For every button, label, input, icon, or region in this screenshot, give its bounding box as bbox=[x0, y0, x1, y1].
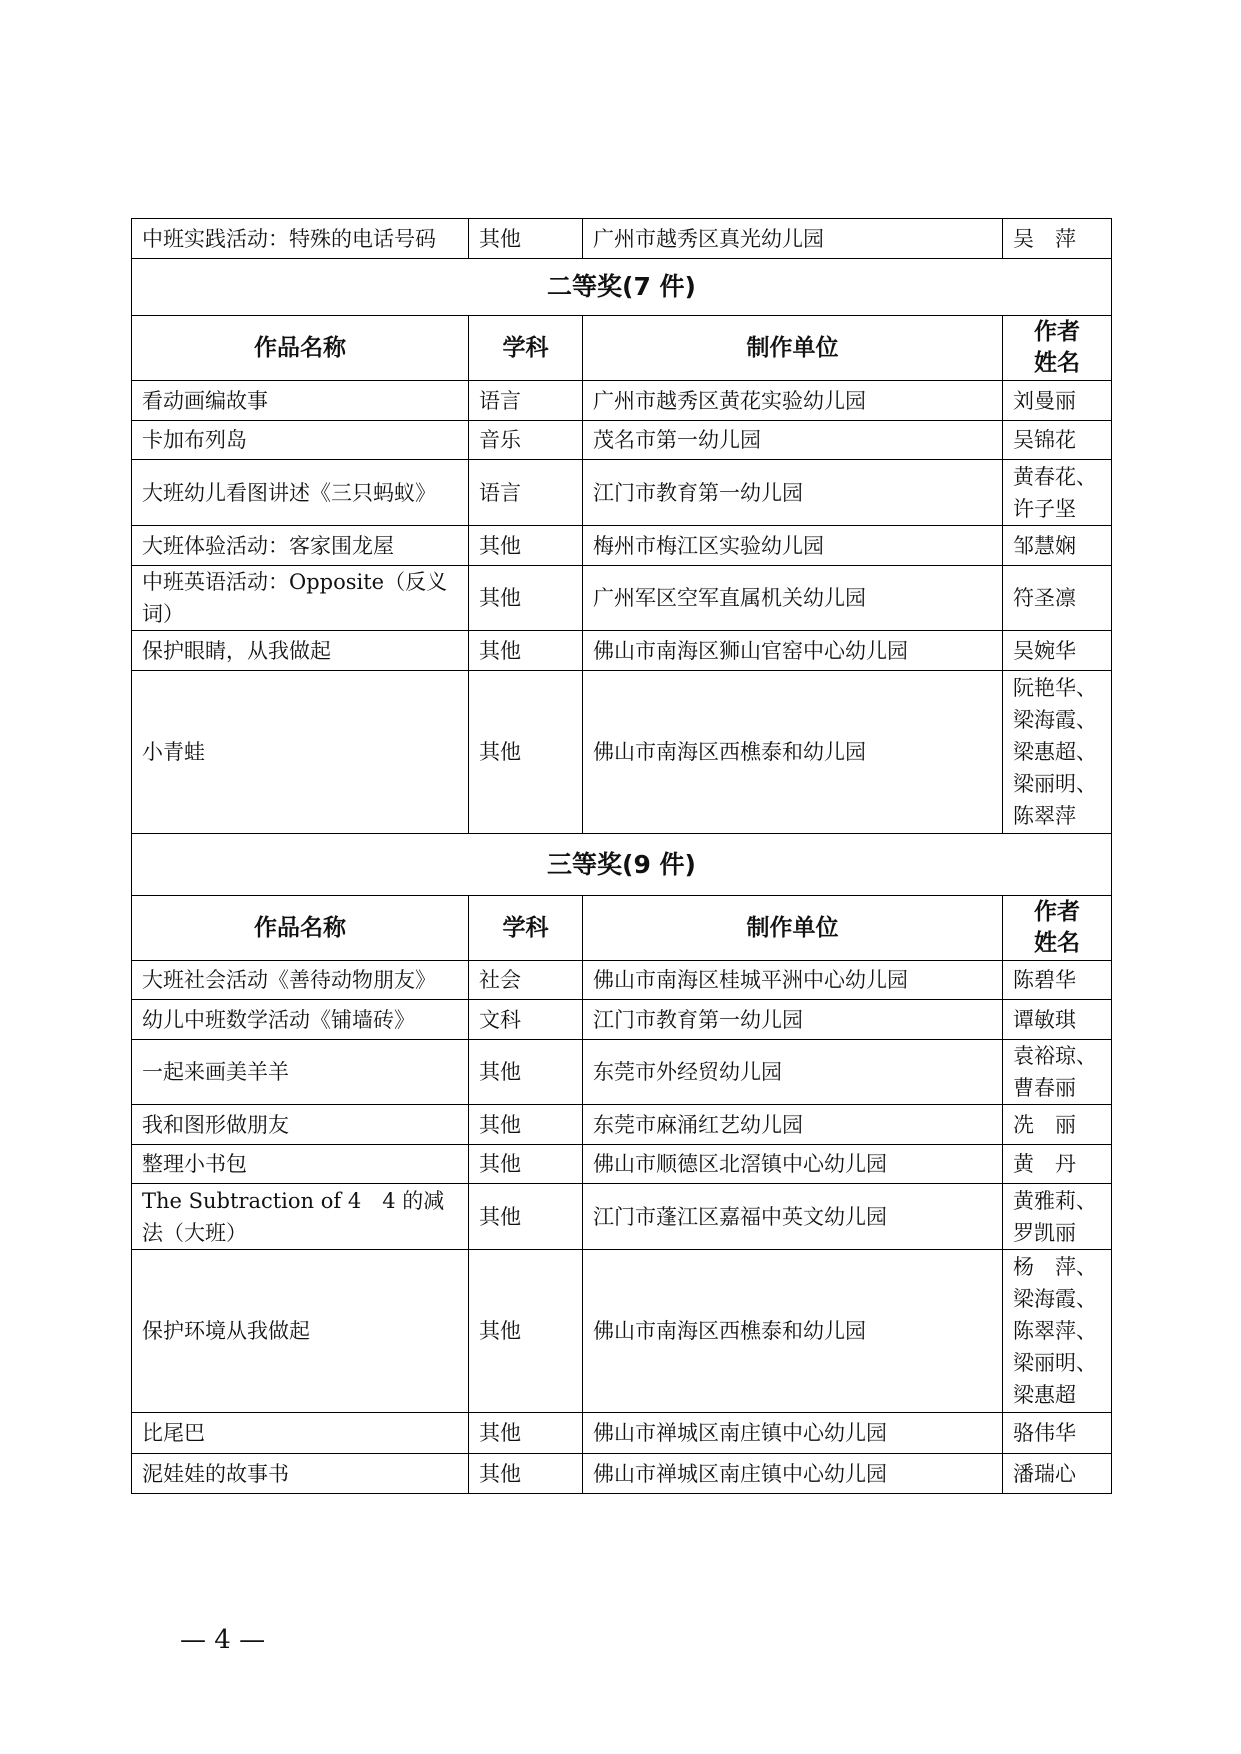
work-name-cell: 看动画编故事 bbox=[132, 381, 469, 421]
unit-cell: 佛山市禅城区南庄镇中心幼儿园 bbox=[583, 1413, 1003, 1454]
header-author bbox=[1003, 316, 1112, 381]
awards-table-body bbox=[132, 219, 1112, 1494]
unit-cell: 东莞市麻涌红艺幼儿园 bbox=[583, 1105, 1003, 1145]
author-cell: 吴 萍 bbox=[1003, 219, 1112, 259]
unit-cell: 广州军区空军直属机关幼儿园 bbox=[583, 566, 1003, 631]
author-cell: 符圣凛 bbox=[1003, 566, 1112, 631]
work-name-cell: 保护眼睛，从我做起 bbox=[132, 631, 469, 671]
table-row bbox=[132, 1184, 1112, 1250]
author-cell: 吴婉华 bbox=[1003, 631, 1112, 671]
work-name-cell: 保护环境从我做起 bbox=[132, 1250, 469, 1413]
work-name-cell: 大班幼儿看图讲述《三只蚂蚁》 bbox=[132, 460, 469, 526]
author-cell: 阮艳华、梁海霞、梁惠超、梁丽明、陈翠萍 bbox=[1003, 671, 1112, 834]
header-unit: 制作单位 bbox=[583, 896, 1003, 961]
table-row bbox=[132, 381, 1112, 421]
unit-cell: 东莞市外经贸幼儿园 bbox=[583, 1040, 1003, 1105]
unit-cell: 佛山市南海区西樵泰和幼儿园 bbox=[583, 1250, 1003, 1413]
table-row bbox=[132, 1040, 1112, 1105]
table-row bbox=[132, 421, 1112, 460]
author-cell: 黄雅莉、罗凯丽 bbox=[1003, 1184, 1112, 1250]
subject-cell: 社会 bbox=[469, 961, 583, 1000]
unit-cell: 梅州市梅江区实验幼儿园 bbox=[583, 526, 1003, 566]
author-cell: 黄春花、许子坚 bbox=[1003, 460, 1112, 526]
subject-cell: 其他 bbox=[469, 1250, 583, 1413]
table-row bbox=[132, 219, 1112, 259]
table-row bbox=[132, 1105, 1112, 1145]
subject-cell: 其他 bbox=[469, 1145, 583, 1184]
section-title: 三等奖(9 件) bbox=[132, 834, 1112, 896]
table-row bbox=[132, 1454, 1112, 1494]
work-name-cell: The Subtraction of 4 4 的减法（大班） bbox=[132, 1184, 469, 1250]
work-name-cell: 幼儿中班数学活动《铺墙砖》 bbox=[132, 1000, 469, 1040]
subject-cell: 其他 bbox=[469, 526, 583, 566]
author-cell: 杨 萍、梁海霞、陈翠萍、梁丽明、梁惠超 bbox=[1003, 1250, 1112, 1413]
unit-cell: 佛山市南海区桂城平洲中心幼儿园 bbox=[583, 961, 1003, 1000]
header-subject: 学科 bbox=[469, 316, 583, 381]
subject-cell: 其他 bbox=[469, 1454, 583, 1494]
header-author-text: 作者姓名 bbox=[1034, 319, 1080, 376]
work-name-cell: 小青蛙 bbox=[132, 671, 469, 834]
work-name-cell: 比尾巴 bbox=[132, 1413, 469, 1454]
header-work-name: 作品名称 bbox=[132, 896, 469, 961]
author-cell: 谭敏琪 bbox=[1003, 1000, 1112, 1040]
unit-cell: 广州市越秀区黄花实验幼儿园 bbox=[583, 381, 1003, 421]
table-row bbox=[132, 1250, 1112, 1413]
work-name-cell: 大班社会活动《善待动物朋友》 bbox=[132, 961, 469, 1000]
work-name-cell: 中班英语活动：Opposite（反义词） bbox=[132, 566, 469, 631]
unit-cell: 广州市越秀区真光幼儿园 bbox=[583, 219, 1003, 259]
table-row bbox=[132, 631, 1112, 671]
page-number: — 4 — bbox=[180, 1625, 266, 1655]
author-cell: 吴锦花 bbox=[1003, 421, 1112, 460]
subject-cell: 其他 bbox=[469, 1105, 583, 1145]
subject-cell: 其他 bbox=[469, 566, 583, 631]
subject-cell: 其他 bbox=[469, 671, 583, 834]
table-row bbox=[132, 526, 1112, 566]
header-unit: 制作单位 bbox=[583, 316, 1003, 381]
section-title: 二等奖(7 件) bbox=[132, 259, 1112, 316]
work-name-cell: 中班实践活动：特殊的电话号码 bbox=[132, 219, 469, 259]
subject-cell: 其他 bbox=[469, 1413, 583, 1454]
author-cell: 骆伟华 bbox=[1003, 1413, 1112, 1454]
work-name-cell: 大班体验活动：客家围龙屋 bbox=[132, 526, 469, 566]
header-author bbox=[1003, 896, 1112, 961]
table-row bbox=[132, 566, 1112, 631]
work-name-cell: 一起来画美羊羊 bbox=[132, 1040, 469, 1105]
table-row bbox=[132, 1000, 1112, 1040]
awards-table bbox=[131, 218, 1112, 1494]
author-cell: 冼 丽 bbox=[1003, 1105, 1112, 1145]
header-row bbox=[132, 896, 1112, 961]
table-row bbox=[132, 1413, 1112, 1454]
unit-cell: 佛山市南海区西樵泰和幼儿园 bbox=[583, 671, 1003, 834]
unit-cell: 佛山市南海区狮山官窑中心幼儿园 bbox=[583, 631, 1003, 671]
section-title-row bbox=[132, 259, 1112, 316]
unit-cell: 江门市教育第一幼儿园 bbox=[583, 460, 1003, 526]
subject-cell: 其他 bbox=[469, 219, 583, 259]
table-row bbox=[132, 671, 1112, 834]
unit-cell: 佛山市顺德区北滘镇中心幼儿园 bbox=[583, 1145, 1003, 1184]
section-title-row bbox=[132, 834, 1112, 896]
subject-cell: 语言 bbox=[469, 381, 583, 421]
header-subject: 学科 bbox=[469, 896, 583, 961]
header-work-name: 作品名称 bbox=[132, 316, 469, 381]
work-name-cell: 泥娃娃的故事书 bbox=[132, 1454, 469, 1494]
table-row bbox=[132, 1145, 1112, 1184]
author-cell: 黄 丹 bbox=[1003, 1145, 1112, 1184]
subject-cell: 音乐 bbox=[469, 421, 583, 460]
author-cell: 陈碧华 bbox=[1003, 961, 1112, 1000]
unit-cell: 江门市蓬江区嘉福中英文幼儿园 bbox=[583, 1184, 1003, 1250]
work-name-cell: 我和图形做朋友 bbox=[132, 1105, 469, 1145]
unit-cell: 茂名市第一幼儿园 bbox=[583, 421, 1003, 460]
author-cell: 潘瑞心 bbox=[1003, 1454, 1112, 1494]
unit-cell: 江门市教育第一幼儿园 bbox=[583, 1000, 1003, 1040]
header-row bbox=[132, 316, 1112, 381]
unit-cell: 佛山市禅城区南庄镇中心幼儿园 bbox=[583, 1454, 1003, 1494]
subject-cell: 其他 bbox=[469, 1184, 583, 1250]
subject-cell: 语言 bbox=[469, 460, 583, 526]
table-row bbox=[132, 961, 1112, 1000]
table-row bbox=[132, 460, 1112, 526]
work-name-cell: 卡加布列岛 bbox=[132, 421, 469, 460]
author-cell: 刘曼丽 bbox=[1003, 381, 1112, 421]
subject-cell: 其他 bbox=[469, 631, 583, 671]
subject-cell: 其他 bbox=[469, 1040, 583, 1105]
subject-cell: 文科 bbox=[469, 1000, 583, 1040]
author-cell: 袁裕琼、曹春丽 bbox=[1003, 1040, 1112, 1105]
work-name-cell: 整理小书包 bbox=[132, 1145, 469, 1184]
header-author-text: 作者姓名 bbox=[1034, 899, 1080, 956]
author-cell: 邹慧娴 bbox=[1003, 526, 1112, 566]
